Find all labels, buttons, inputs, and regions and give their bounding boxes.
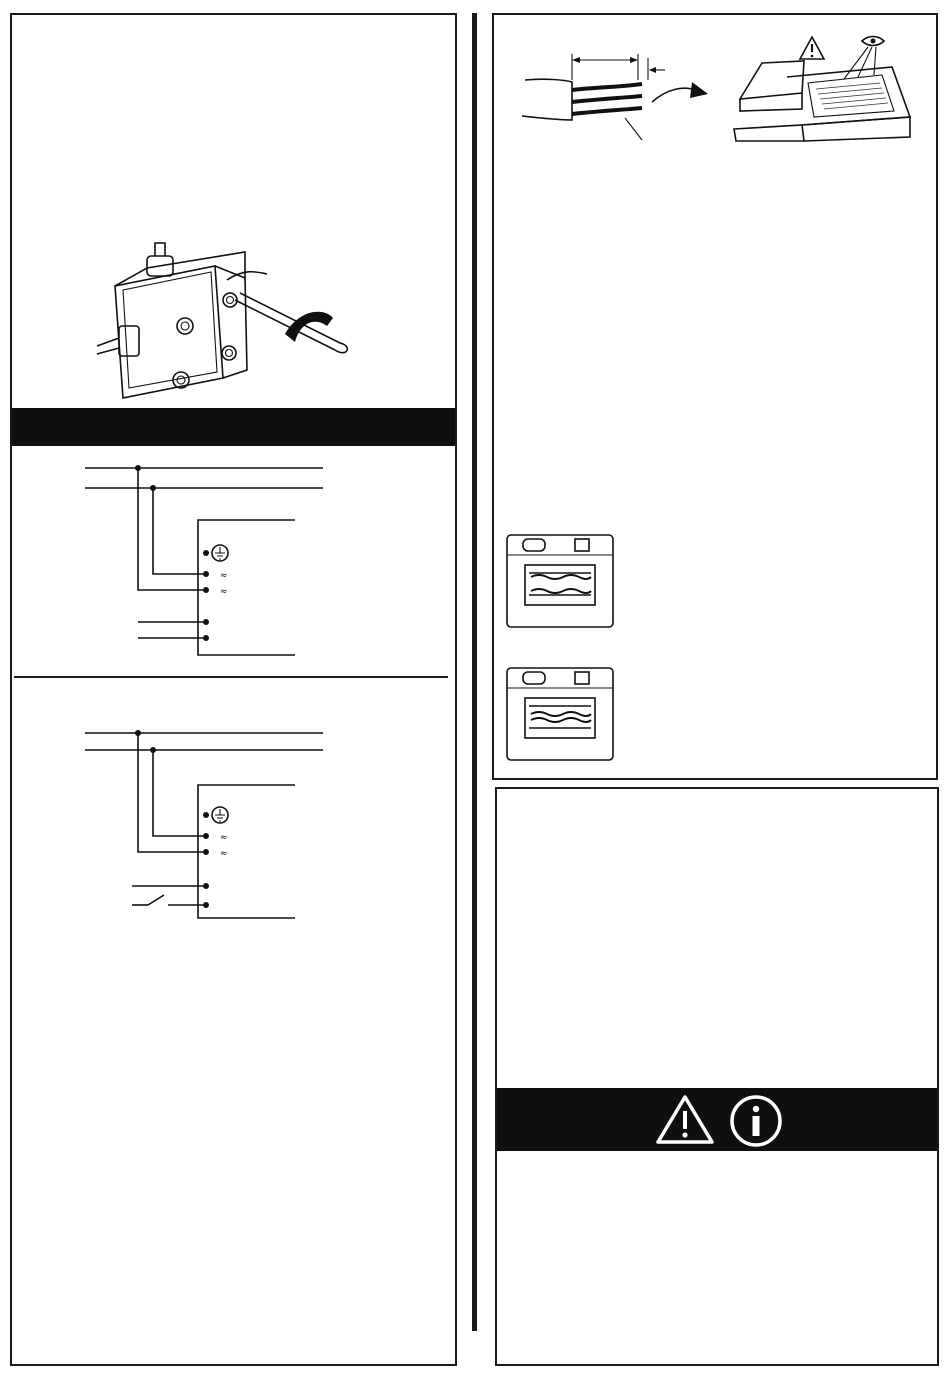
junction-box-screwdriver-icon (95, 238, 365, 400)
ac-symbol-icon: ≈ (220, 833, 228, 843)
section-divider (14, 676, 448, 678)
cable-strip-length-icon (520, 50, 670, 142)
device-label-warning-icon (732, 33, 914, 145)
section-header-band (12, 408, 455, 446)
arrow-icon (650, 78, 712, 104)
ac-symbol-icon: ≈ (220, 587, 228, 597)
warning-triangle-icon (655, 1094, 715, 1146)
left-panel (10, 13, 457, 1366)
right-bottom-panel (495, 787, 939, 1366)
wiring-diagram-1 (80, 460, 330, 665)
ac-symbol-icon: ≈ (220, 571, 228, 581)
column-divider (472, 13, 477, 1331)
warning-info-band (497, 1088, 937, 1151)
wiring-diagram-2 (80, 725, 330, 930)
switch-icon (132, 895, 206, 905)
device-variant-2-icon (505, 666, 615, 764)
ac-symbol-icon: ≈ (220, 849, 228, 859)
info-circle-icon (728, 1094, 784, 1148)
device-variant-1-icon (505, 533, 615, 631)
